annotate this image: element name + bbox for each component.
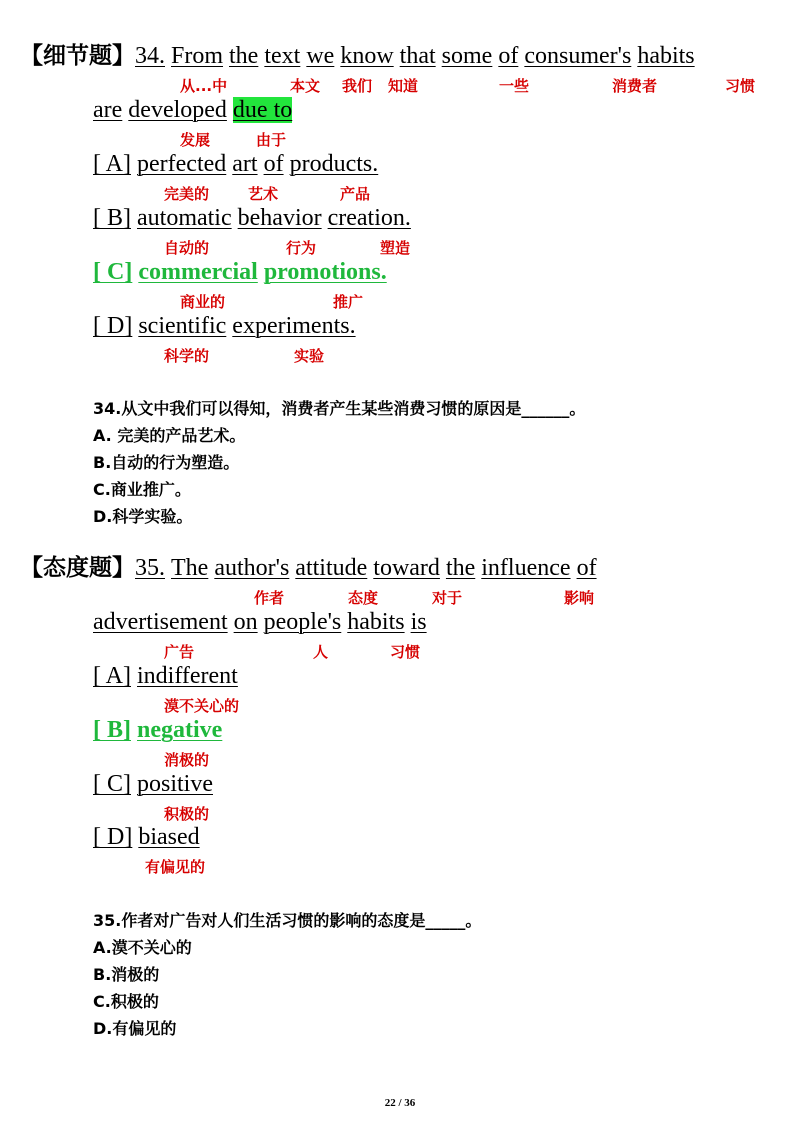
- gloss: 习惯: [390, 643, 421, 661]
- option-word: creation.: [327, 205, 411, 231]
- gloss: 知道: [388, 77, 419, 95]
- q35-stem-line-2: [93, 607, 427, 637]
- q34-option-d: [93, 311, 356, 341]
- stem-word: the: [229, 43, 259, 69]
- stem-word: on: [233, 609, 258, 635]
- stem-word: are: [93, 97, 123, 123]
- gloss: 消极的: [164, 751, 210, 769]
- q35-option-a: [93, 661, 238, 691]
- option-word: art: [232, 151, 258, 177]
- stem-word: consumer's: [524, 43, 632, 69]
- gloss: 产品: [340, 185, 371, 203]
- stem-word: From: [171, 43, 224, 69]
- stem-word: influence: [481, 555, 571, 581]
- q34-stem-line-1: [20, 41, 695, 71]
- gloss: 漠不关心的: [164, 697, 240, 715]
- stem-word: of: [498, 43, 519, 69]
- gloss: 态度: [348, 589, 379, 607]
- gloss: 发展: [180, 131, 211, 149]
- option-word: commercial: [138, 259, 258, 285]
- gloss: 有偏见的: [145, 858, 206, 876]
- stem-word: developed: [128, 97, 227, 123]
- option-label: [ A]: [93, 151, 131, 177]
- q35-stem-line-1: [20, 553, 597, 583]
- stem-word: attitude: [295, 555, 368, 581]
- q35-zh-option: B.消极的: [93, 965, 160, 984]
- gloss: 积极的: [164, 805, 210, 823]
- stem-word: some: [441, 43, 493, 69]
- option-label: [ B]: [93, 717, 131, 743]
- gloss: 本文: [290, 77, 321, 95]
- q35-option-d: [93, 822, 200, 852]
- gloss: 完美的: [164, 185, 210, 203]
- current-page: 22: [384, 1097, 396, 1109]
- gloss: 消费者: [612, 77, 658, 95]
- option-word: indifferent: [137, 663, 238, 689]
- q35-zh-option: D.有偏见的: [93, 1019, 177, 1038]
- q35-type-tag: 【态度题】: [20, 555, 135, 581]
- gloss: 科学的: [164, 347, 210, 365]
- option-word: behavior: [237, 205, 322, 231]
- stem-word: that: [399, 43, 436, 69]
- q35-zh-option: A.漠不关心的: [93, 938, 192, 957]
- stem-word: of: [576, 555, 597, 581]
- option-word: perfected: [137, 151, 227, 177]
- gloss: 商业的: [180, 293, 226, 311]
- q35-number: 35.: [135, 555, 165, 581]
- option-word: biased: [138, 824, 200, 850]
- q34-option-c-correct: [93, 257, 387, 287]
- stem-word: the: [445, 555, 476, 581]
- option-word: automatic: [137, 205, 232, 231]
- option-word: negative: [137, 717, 223, 743]
- gloss: 行为: [286, 239, 317, 257]
- stem-word: habits: [637, 43, 695, 69]
- gloss: 由于: [256, 131, 287, 149]
- q35-option-b-correct: [93, 715, 222, 745]
- option-label: [ C]: [93, 259, 133, 285]
- option-label: [ D]: [93, 824, 133, 850]
- q34-number: 34.: [135, 43, 165, 69]
- page-number-footer: [0, 1097, 800, 1109]
- gloss: 推广: [333, 293, 364, 311]
- q34-option-a: [93, 149, 378, 179]
- total-pages: 36: [404, 1097, 416, 1109]
- option-word: positive: [137, 771, 213, 797]
- option-word: of: [263, 151, 284, 177]
- gloss: 从...中: [180, 77, 228, 95]
- q34-zh-option: B.自动的行为塑造。: [93, 453, 240, 472]
- gloss: 塑造: [380, 239, 411, 257]
- stem-word: habits: [347, 609, 405, 635]
- gloss: 自动的: [164, 239, 210, 257]
- gloss: 一些: [499, 77, 530, 95]
- stem-word: text: [264, 43, 301, 69]
- q35-option-c: [93, 769, 213, 799]
- gloss: 艺术: [248, 185, 279, 203]
- stem-word: advertisement: [93, 609, 228, 635]
- stem-word: people's: [263, 609, 342, 635]
- stem-word: is: [410, 609, 427, 635]
- q35-zh-question: 35.作者对广告对人们生活习惯的影响的态度是_____。: [93, 911, 482, 930]
- option-label: [ A]: [93, 663, 131, 689]
- q34-zh-option: D.科学实验。: [93, 507, 193, 526]
- option-word: products.: [289, 151, 379, 177]
- stem-word: author's: [214, 555, 290, 581]
- option-label: [ C]: [93, 771, 131, 797]
- highlighted-phrase: due to: [232, 97, 293, 123]
- q34-zh-option: C.商业推广。: [93, 480, 191, 499]
- stem-word: The: [171, 555, 209, 581]
- q34-option-b: [93, 203, 411, 233]
- gloss: 我们: [342, 77, 373, 95]
- stem-word: toward: [373, 555, 440, 581]
- gloss: 习惯: [725, 77, 756, 95]
- q34-zh-option: A. 完美的产品艺术。: [93, 426, 246, 445]
- option-label: [ B]: [93, 205, 131, 231]
- q34-type-tag: 【细节题】: [20, 43, 135, 69]
- option-word: experiments.: [232, 313, 356, 339]
- gloss: 广告: [164, 643, 195, 661]
- gloss: 实验: [294, 347, 325, 365]
- q34-stem-line-2: [93, 95, 292, 125]
- gloss: 人: [313, 643, 329, 661]
- gloss: 作者: [254, 589, 285, 607]
- gloss: 影响: [564, 589, 595, 607]
- option-word: scientific: [138, 313, 227, 339]
- stem-word: know: [340, 43, 394, 69]
- option-label: [ D]: [93, 313, 133, 339]
- q35-zh-option: C.积极的: [93, 992, 159, 1011]
- gloss: 对于: [432, 589, 463, 607]
- stem-word: we: [306, 43, 335, 69]
- page-separator: /: [398, 1097, 402, 1109]
- q34-zh-question: 34.从文中我们可以得知，消费者产生某些消费习惯的原因是______。: [93, 399, 586, 418]
- option-word: promotions.: [263, 259, 387, 285]
